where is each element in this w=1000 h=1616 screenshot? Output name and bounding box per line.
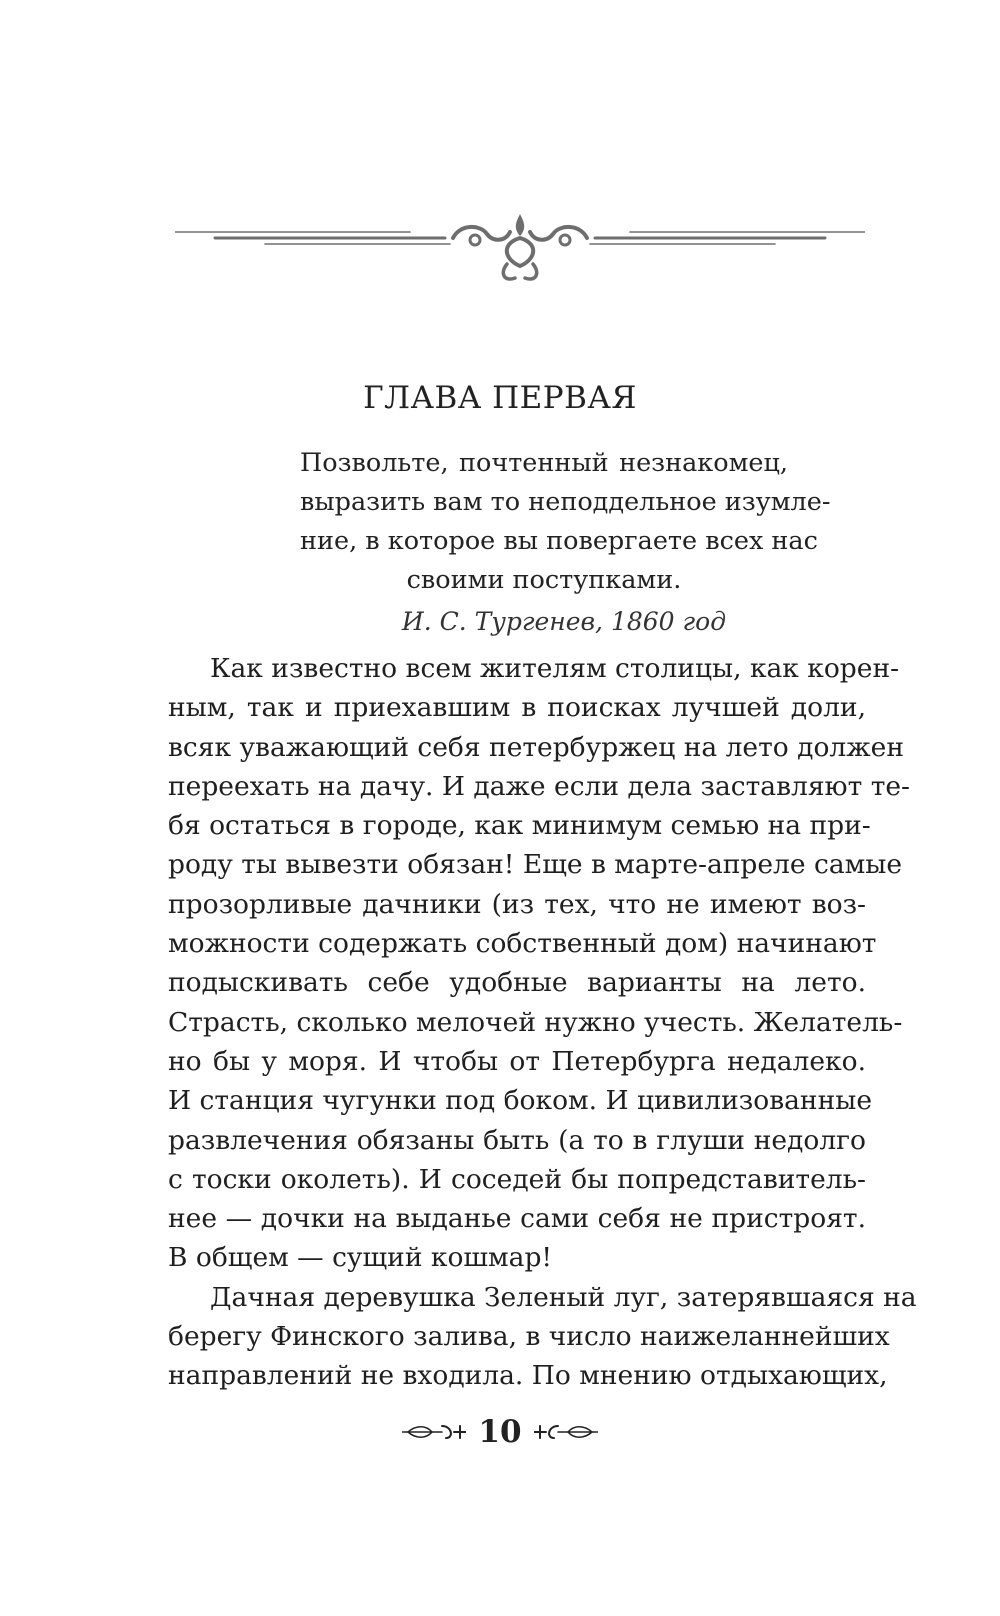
epigraph-text: выразить вам то неподдельное изумле- (300, 487, 831, 517)
paragraph-line: переехать на дачу. И даже если дела заставляют те- (168, 770, 910, 802)
paragraph-line: направлений не входила. По мнению отдыхающих, (168, 1360, 888, 1392)
paragraph-line: берегу Финского залива, в число наижеланнейших (168, 1321, 890, 1353)
paragraph-line: но бы у моря. И чтобы от Петербурга недалеко. (168, 1045, 866, 1077)
paragraph-line: подыскивать себе удобные варианты на лето. (168, 967, 866, 999)
paragraph-line: ным, так и приехавшим в поисках лучшей доли, (168, 692, 866, 724)
paragraph-line: можности содержать собственный дом) начинают (168, 928, 877, 960)
paragraph-line: с тоски околеть). И соседей бы попредставитель- (168, 1163, 866, 1195)
paragraph-line: роду ты вывезти обязан! Еще в марте-апреле самые (168, 849, 903, 881)
paragraph-line: всяк уважающий себя петербуржец на лето должен (168, 731, 904, 763)
epigraph-author: И. С. Тургенев, 1860 год (401, 607, 727, 636)
paragraph-line: бя остаться в городе, как минимум семью на при- (168, 810, 871, 842)
epigraph-text: Позвольте, почтенный незнакомец, (300, 448, 788, 478)
page-footer (0, 1412, 1000, 1452)
ornamental-divider-icon (175, 208, 865, 288)
paragraph-line: развлечения обязаны быть (а то в глуши недолго (168, 1124, 866, 1156)
paragraph-line: нее — дочки на выданье сами себя не пристроят. (168, 1203, 866, 1235)
paragraph-line: Как известно всем жителям столицы, как корен- (210, 653, 900, 684)
paragraph-line: И станция чугунки под боком. И цивилизованные (168, 1085, 873, 1117)
chapter-title: ГЛАВА ПЕРВАЯ (363, 380, 637, 416)
epigraph-text: ние, в которое вы повергаете всех нас (300, 526, 818, 556)
epigraph-line-3 (300, 522, 818, 561)
epigraph (300, 444, 831, 641)
scroll-ornament-icon (402, 1422, 466, 1442)
epigraph-line-4 (300, 561, 788, 600)
epigraph-text: своими поступками. (406, 565, 682, 595)
epigraph-line-2 (300, 483, 831, 522)
scroll-ornament-icon (534, 1422, 598, 1442)
paragraph-line: В общем — сущий кошмар! (168, 1242, 553, 1274)
paragraph-line: Страсть, сколько мелочей нужно учесть. Желатель- (168, 1006, 903, 1038)
page-number: 10 (478, 1414, 522, 1450)
epigraph-line-1 (300, 444, 788, 483)
paragraph-line: Дачная деревушка Зеленый луг, затерявшаяся на (210, 1281, 917, 1313)
body-text (168, 649, 917, 1396)
paragraph-line: прозорливые дачники (из тех, что не имеют воз- (168, 888, 866, 920)
